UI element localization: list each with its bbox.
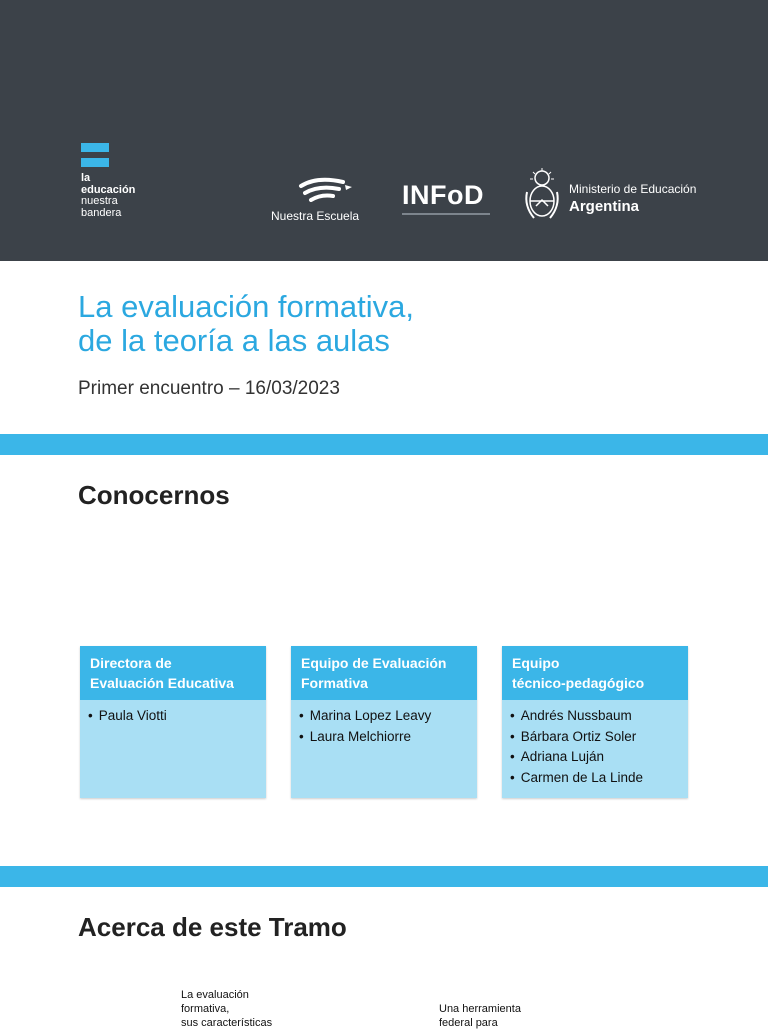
section-divider-band bbox=[0, 434, 768, 455]
ministerio-label: Ministerio de Educación bbox=[569, 182, 697, 196]
tramo-snippet-left-line1: La evaluación bbox=[181, 989, 249, 1001]
infod-logo bbox=[402, 180, 490, 215]
infod-label: INFoD bbox=[402, 180, 484, 210]
team-member: • Laura Melchiorre bbox=[299, 727, 467, 748]
slide-title-line2: de la teoría a las aulas bbox=[78, 323, 390, 358]
team-card-heading-line2: Formativa bbox=[301, 675, 368, 691]
team-card-heading bbox=[502, 646, 688, 700]
team-card-heading-line2: Evaluación Educativa bbox=[90, 675, 234, 691]
team-card-heading-line2: técnico-pedagógico bbox=[512, 675, 645, 691]
nuestra-escuela-label: Nuestra Escuela bbox=[271, 209, 360, 223]
team-card-evaluacion-formativa bbox=[291, 646, 477, 798]
team-member: • Adriana Luján bbox=[510, 747, 678, 768]
team-member: • Andrés Nussbaum bbox=[510, 706, 678, 727]
team-member: • Bárbara Ortiz Soler bbox=[510, 727, 678, 748]
flag-logo-line1: la bbox=[81, 172, 91, 184]
team-card-heading-line1: Equipo de Evaluación bbox=[301, 655, 447, 671]
flag-stripe-top bbox=[81, 143, 109, 152]
acerca-heading: Acerca de este Tramo bbox=[78, 912, 347, 942]
team-card-heading-line1: Equipo bbox=[512, 655, 560, 671]
slide-title bbox=[78, 290, 414, 358]
ministerio-logo bbox=[522, 168, 697, 229]
conocernos-heading: Conocernos bbox=[78, 480, 230, 510]
team-card-heading bbox=[291, 646, 477, 700]
slide-subtitle: Primer encuentro – 16/03/2023 bbox=[78, 378, 340, 399]
nuestra-escuela-arcs-icon bbox=[275, 176, 355, 202]
tramo-snippet-right-line2: federal para bbox=[439, 1017, 498, 1029]
team-card-directora bbox=[80, 646, 266, 798]
team-member: • Carmen de La Linde bbox=[510, 768, 678, 789]
team-card-tecnico-pedagogico bbox=[502, 646, 688, 798]
team-card-heading bbox=[80, 646, 266, 700]
flag-logo-line3: nuestra bbox=[81, 195, 118, 207]
tramo-snippet-right bbox=[439, 1002, 521, 1030]
la-educacion-nuestra-bandera-logo bbox=[81, 143, 135, 219]
slide-title-line1: La evaluación formativa, bbox=[78, 289, 415, 324]
team-card-heading-line1: Directora de bbox=[90, 655, 172, 671]
flag-logo-line4: bandera bbox=[81, 206, 122, 219]
escudo-nacional-icon bbox=[522, 168, 562, 224]
section-divider-band bbox=[0, 866, 768, 887]
nuestra-escuela-logo bbox=[271, 176, 359, 223]
argentina-label: Argentina bbox=[569, 198, 640, 215]
team-member: • Marina Lopez Leavy bbox=[299, 706, 467, 727]
tramo-snippet-left-line2: formativa, bbox=[181, 1003, 230, 1015]
flag-stripe-bottom bbox=[81, 158, 109, 167]
header-banner bbox=[0, 0, 768, 261]
infod-tagline-line bbox=[402, 213, 490, 215]
team-member: • Paula Viotti bbox=[88, 706, 256, 727]
flag-logo-line2: educación bbox=[81, 183, 136, 196]
tramo-snippet-right-line1: Una herramienta bbox=[439, 1003, 521, 1015]
tramo-snippet-left-line3: sus características bbox=[181, 1017, 273, 1029]
